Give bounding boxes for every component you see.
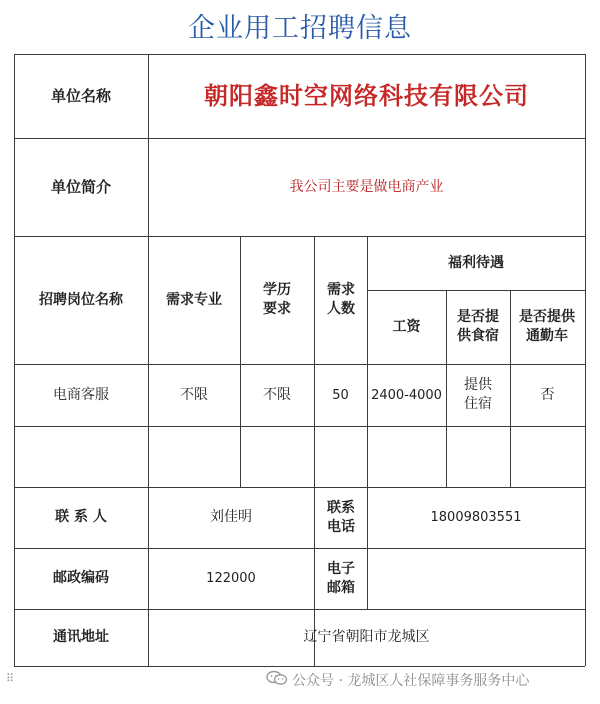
job-headcount bbox=[314, 426, 367, 487]
job-major: 不限 bbox=[180, 386, 208, 403]
contact-person: 刘佳明 bbox=[210, 509, 252, 525]
welfare-header: 福利待遇 bbox=[448, 254, 504, 271]
company-intro-label: 单位简介 bbox=[50, 177, 111, 196]
company-name-label: 单位名称 bbox=[50, 86, 111, 105]
email-label: 电子邮箱 bbox=[327, 560, 355, 596]
lodging-header: 是否提供食宿 bbox=[457, 309, 499, 344]
major-header: 需求专业 bbox=[166, 291, 222, 308]
postal-code: 122000 bbox=[206, 571, 256, 586]
job-lodging bbox=[446, 426, 510, 487]
contact-phone-label: 联系电话 bbox=[327, 499, 355, 535]
job-education bbox=[240, 426, 314, 487]
contact-person-label: 联 系 人 bbox=[55, 509, 107, 525]
email-value bbox=[367, 548, 585, 609]
job-position: 电商客服 bbox=[53, 386, 109, 403]
table-border-bottom bbox=[14, 666, 585, 667]
position-header: 招聘岗位名称 bbox=[39, 291, 123, 308]
page-title: 企业用工招聘信息 bbox=[188, 13, 412, 44]
address: 辽宁省朝阳市龙城区 bbox=[303, 629, 430, 645]
contact-phone: 18009803551 bbox=[430, 510, 522, 525]
job-position bbox=[14, 426, 148, 487]
footer-account-name: 公众号 · 龙城区人社保障事务服务中心 bbox=[292, 673, 530, 689]
commute-header: 是否提供通勤车 bbox=[519, 309, 575, 344]
job-headcount: 50 bbox=[332, 387, 349, 403]
education-header: 学历要求 bbox=[263, 282, 291, 317]
wechat-icon bbox=[266, 670, 288, 686]
job-lodging: 提供住宿 bbox=[464, 377, 492, 412]
job-education: 不限 bbox=[263, 386, 291, 403]
address-label: 通讯地址 bbox=[53, 629, 109, 645]
salary-header: 工资 bbox=[392, 318, 421, 335]
job-major bbox=[148, 426, 240, 487]
job-commute bbox=[510, 426, 585, 487]
company-name: 朝阳鑫时空网络科技有限公司 bbox=[204, 81, 529, 110]
company-intro: 我公司主要是做电商产业 bbox=[289, 178, 444, 195]
job-salary: 2400-4000 bbox=[371, 387, 442, 403]
headcount-header: 需求人数 bbox=[327, 282, 355, 317]
job-commute: 否 bbox=[540, 386, 555, 403]
drag-handle-icon: ⠿ bbox=[6, 672, 15, 685]
postal-code-label: 邮政编码 bbox=[53, 570, 109, 586]
table-border-right bbox=[585, 54, 586, 666]
job-salary bbox=[367, 426, 446, 487]
